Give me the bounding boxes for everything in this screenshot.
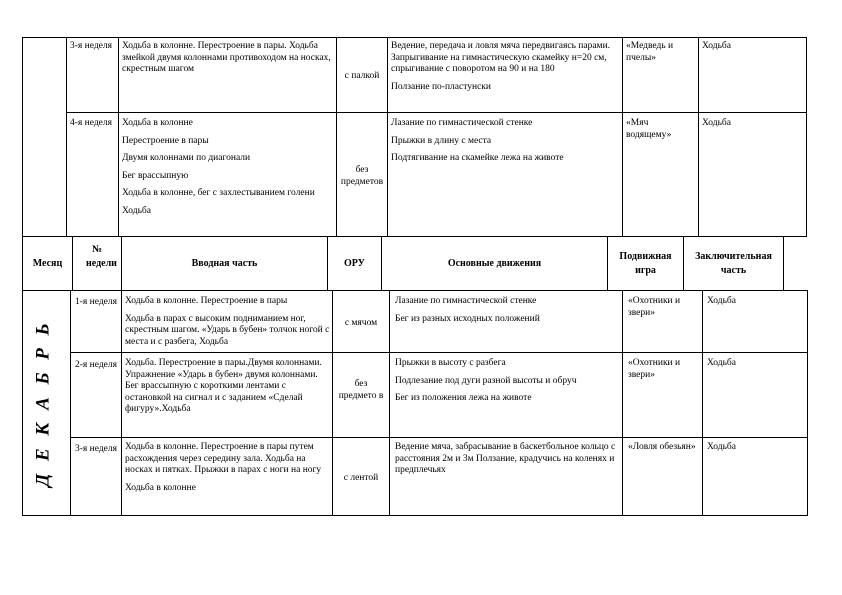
oru-cell: без предметов bbox=[340, 165, 384, 187]
game-cell: «Охотники и звери» bbox=[628, 358, 681, 380]
header-week: № недели bbox=[86, 244, 117, 269]
intro-cell: Ходьба в колонне Перестроение в пары Двумя колоннами по диагонали Бег врассыпную Ходьба в колонне, бег с захлестыванием голени Ходьба bbox=[122, 118, 315, 216]
oru-cell: без предмето в bbox=[338, 379, 384, 401]
main-cell: Ведение мяча, забрасывание в баскетбольное кольцо с расстояния 2м и 3м Ползание, крадучись на коленях и предплечьях bbox=[395, 442, 616, 475]
header-oru: ОРУ bbox=[344, 258, 365, 269]
main-cell: Прыжки в высоту с разбега Подлезание под дуги разной высоты и обруч Бег из положения лежа на животе bbox=[395, 358, 577, 403]
main-cell: Ведение, передача и ловля мяча передвигаясь парами. Запрыгивание на гимнастическую скамейку н=20 см, спрыгивание с поворотом на 90 и на 180 Ползание по-пластунски bbox=[391, 41, 611, 92]
header-intro: Вводная часть bbox=[191, 258, 258, 269]
game-cell: «Ловля обезьян» bbox=[628, 442, 696, 452]
main-cell: Лазание по гимнастической стенке Прыжки в длину с места Подтягивание на скамейке лежа на животе bbox=[391, 118, 564, 163]
intro-cell: Ходьба в колонне. Перестроение в пары Ходьба в парах с высоким подниманием ног, скрестным шагом. «Ударь в бубен» толчок ногой с места и с разбега, Ходьба bbox=[125, 296, 330, 347]
final-cell: Ходьба bbox=[707, 358, 736, 368]
game-cell: «Охотники и звери» bbox=[628, 296, 681, 318]
table-row: 2-я неделя bbox=[75, 360, 117, 370]
header-main: Основные движения bbox=[447, 258, 542, 269]
header-final: Заключительная часть bbox=[695, 251, 772, 276]
month-label: Д Е К А Б Р Ь bbox=[33, 319, 54, 487]
oru-cell: с мячом bbox=[344, 318, 378, 328]
final-cell: Ходьба bbox=[707, 296, 736, 306]
oru-cell: с лентой bbox=[343, 473, 379, 483]
table-row: 4-я неделя bbox=[70, 118, 112, 128]
final-cell: Ходьба bbox=[702, 118, 731, 128]
main-cell: Лазание по гимнастической стенке Бег из разных исходных положений bbox=[395, 296, 540, 324]
intro-cell: Ходьба в колонне. Перестроение в пары. Ходьба змейкой двумя колоннами противоходом на носках, скрестным шагом bbox=[122, 41, 331, 74]
intro-cell: Ходьба в колонне. Перестроение в пары путем расхождения через середину зала. Ходьба на носках и пятках. Прыжки в парах с ноги на ногу Ходьба в колонне bbox=[125, 442, 322, 493]
final-cell: Ходьба bbox=[702, 41, 731, 51]
oru-cell: с палкой bbox=[344, 71, 380, 81]
game-cell: «Медведь и пчелы» bbox=[626, 41, 674, 63]
table-row: 3-я неделя bbox=[75, 444, 117, 454]
table-row: 1-я неделя bbox=[75, 297, 117, 307]
table-row: 3-я неделя bbox=[70, 41, 112, 51]
header-month: Месяц bbox=[32, 258, 63, 269]
game-cell: «Мяч водящему» bbox=[626, 118, 672, 140]
intro-cell: Ходьба. Перестроение в пары.Двумя колоннами. Упражнение «Ударь в бубен» двумя колоннами. Бег врассыпную с короткими лентами с остановкой на сигнал и с заданием «Сделай фигуру».Ходьба bbox=[125, 358, 322, 414]
final-cell: Ходьба bbox=[707, 442, 736, 452]
header-game: Подвижная игра bbox=[619, 251, 672, 276]
